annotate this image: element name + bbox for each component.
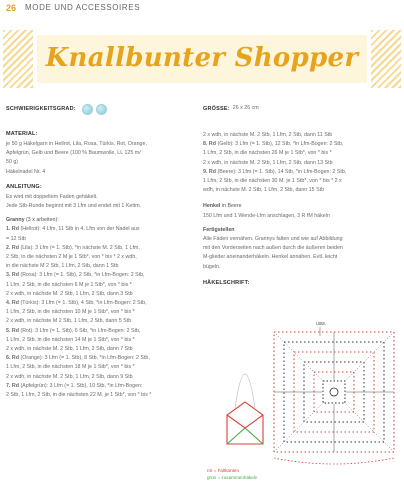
round-text: (Rosa): 3 Lfm (= 1. Stb), 2 Stb, *in Lfm-Bogen: 2 Stb, [20,272,145,279]
section-title: MODE UND ACCESSOIRES [25,3,141,12]
finishing-line: M-glieder aneinanderhäkeln. Henkel annähen. Evtl. leicht [203,254,338,261]
yarn-ball-icon [82,104,93,115]
finishing-heading [203,226,399,235]
round-line: in die nächste M 2 Stb, 1 Lfm, 2 Stb, dann 1 Stb [6,263,119,270]
left-column [6,103,190,400]
material-line: Apfelgrün, Gelb und Beere (100 % Baumwolle, LL 125 m/ [6,150,141,157]
round-line: 1 Lfm, 2 Stb, in die nächsten 14 M je 1 Stb*, von * bis * [6,336,135,343]
round-text: (Beere): 3 Lfm (= 1. Stb), 14 Stb, *in Lfm-Bogen: 2 Stb, [217,168,347,175]
finishing-title: Fertigstellen [203,226,235,233]
round-line: 2 Stb, in die nächsten 2 M je 1 Stb*, von * bis * 2 x wdh, [6,254,137,261]
round-line: 2 x wdh, in nächste M. 2 Stb, 1 Lfm, 2 Stb, dann 3 Stb [6,290,133,297]
round-line: 1 Lfm, 2 Stb, in die nächsten 6 M je 1 Stb*, von * bis * [6,281,132,288]
granny-count: (3 x arbeiten): [26,217,59,224]
crochet-chart [203,320,399,490]
round-label: 7. Rd [6,382,19,389]
material-line: je 50 g Häkelgarn in Hellrot, Lila, Rosa, Türkis, Rot, Orange, [6,141,147,147]
round-line: 2 x wdh, in nächste M. 2 Stb, 1 Lfm, 2 Stb, dann 13 Stb [203,159,333,166]
round-text: (Rot): 3 Lfm (= 1. Stb), 6 Stb, *in Lfm-Bogen: 2 Stb, [20,327,141,334]
yarn-ball-icon [96,104,107,115]
round-line [6,354,190,363]
round-label: 2. Rd [6,244,19,251]
round-line: 2 x wdh, in nächste M 2 Stb, 1 Lfm, 2 Stb, dann 5 Stb [6,318,132,325]
chart-usw-label: usw. [316,321,327,327]
instructions-heading: ANLEITUNG: [6,183,42,190]
round-label: 3. Rd [6,272,19,279]
title-box [37,35,367,83]
round-label: 8. Rd [203,141,216,148]
round-line: 1 Lfm, 2 Stb, in die nächsten 18 M je 1 Stb*, von * bis * [6,364,135,371]
title-stripe-left [3,30,33,88]
title-stripe-right [371,30,401,88]
round-text: (Türkis): 3 Lfm (= 1. Stb), 4 Stb, *in Lfm-Bogen: 2 Stb, [20,300,147,307]
material-line: Häkelnadel Nr. 4 [6,168,46,175]
instructions-line: Es wird mit doppeltem Faden gehäkelt. [6,193,98,200]
legend-red: rot = Faltkanten [207,468,240,473]
size-label: GRÖSSE: [203,105,230,112]
material-heading: MATERIAL: [6,131,38,137]
round-line: 2 x wdh, in nächste M. 2 Stb, 1 Lfm, 2 Stb, dann 11 Stb [203,132,333,138]
finishing-line: mit den Vorderseiten nach außen durch die äußeren beiden [203,245,343,252]
round-line [6,382,190,391]
material-line: 50 g) [6,159,19,166]
round-line: 2 Stb, 1 Lfm, 2 Stb, in die nächsten 22 M. je 1 Stb*, von * bis * [6,392,152,399]
legend-green: grün = zusammenhäkeln [207,475,258,480]
right-column [203,103,399,287]
page-title: Knallbunter Shopper [45,43,359,73]
round-line [6,225,190,234]
size-value: 26 x 26 cm [232,105,259,112]
page-number: 26 [6,3,17,13]
round-label: 6. Rd [6,355,19,362]
granny-chart [274,332,394,464]
page-header [0,0,404,17]
crochet-chart-graphic [203,320,399,490]
handle-title: Henkel [203,203,221,210]
round-line [6,271,190,280]
round-label: 9. Rd [203,168,216,175]
round-line: 1 Lfm, 2 Stb, in die nächsten 30 M. je 1 Stb*, von * bis * 2 x [203,178,342,185]
round-line: 1 Lfm, 2 Stb, in die nächsten 26 M je 1 Stb*, von * bis * [203,150,332,157]
round-line [6,244,190,253]
handle-heading [203,202,399,211]
round-line: wdh, in nächste M. 2 Stb, 1 Lfm, 2 Stb, dann 15 Stb [203,187,325,194]
round-text: (Apfelgrün): 3 Lfm (= 1. Stb), 10 Stb, *in Lfm-Bogen: [20,382,143,389]
round-label: 5. Rd [6,327,19,334]
title-band [0,30,404,88]
shopper-sketch [227,374,263,444]
round-line: 2 x wdh, in nächste M. 2 Stb, 1 Lfm, 2 Stb, dann 9 Stb [6,373,133,380]
finishing-line: bügeln. [203,263,221,270]
round-text: (Hellrot): 4 Lfm, 11 Stb in 4. Lfm von der Nadel aus [20,226,140,233]
round-label: 1. Rd [6,226,19,233]
handle-line: 150 Lfm und 1 Wende-Lfm anschlagen, 3 R fM häkeln [203,212,330,219]
instructions-line: Jede Stb-Runde beginnt mit 3 Lfm und endet mit 1 Kettm. [6,203,142,210]
round-line [6,327,190,336]
granny-heading [6,216,190,225]
round-text: (Lila): 3 Lfm (= 1. Stb), *in nächste M. 2 Stb, 1 Lfm, [20,244,140,251]
difficulty-label: SCHWIERIGKEITSGRAD: [6,105,76,112]
size-row [203,103,399,115]
finishing-line: Alle Fäden vernähen. Grannys falten und wie auf Abbildung [203,236,343,243]
round-line: 1 Lfm, 2 Stb, in die nächsten 10 M je 1 Stb*, von * bis * [6,309,135,316]
round-line [203,140,399,149]
round-line: 2 x wdh, in nächste M. 2 Stb, 1 Lfm, 2 Stb, dann 7 Stb [6,346,133,353]
round-text: (Orange): 3 Lfm (= 1. Stb), 8 Stb, *in Lfm-Bogen: 2 Stb, [20,355,150,362]
round-text: (Gelb): 3 Lfm (= 1. Stb), 12 Stb, *in Lfm-Bogen: 2 Stb, [217,141,344,148]
round-line [6,299,190,308]
handle-color: in Beere [221,203,242,210]
round-line: = 12 Stb [6,235,26,242]
round-label: 4. Rd [6,300,19,307]
difficulty-row [6,103,190,115]
round-line [203,168,399,177]
chart-heading: HÄKELSCHRIFT: [203,279,250,286]
granny-title: Granny [6,217,25,224]
